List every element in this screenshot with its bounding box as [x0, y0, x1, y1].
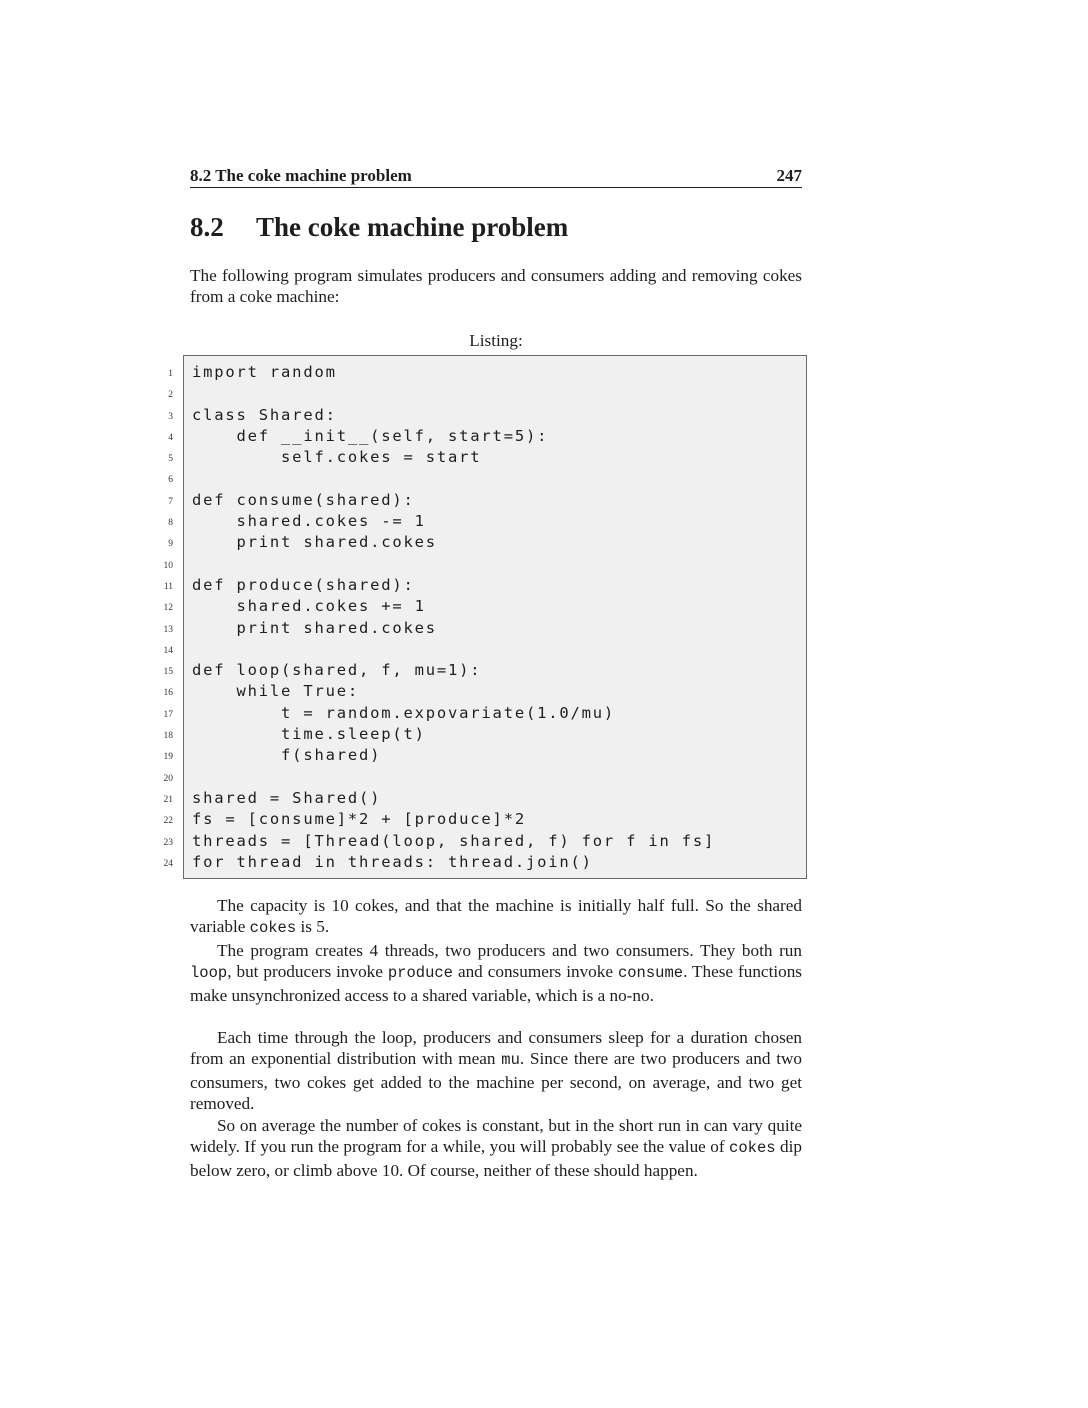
section-title: The coke machine problem — [256, 212, 569, 242]
text-run: So on average the number of cokes is constant, but in the short run in can vary quite widely. If you run the program for a while, you will probably see the value of — [190, 1116, 802, 1157]
text-run: is 5. — [296, 917, 330, 937]
paragraph-capacity — [190, 895, 802, 940]
section-number: 8.2 — [190, 212, 224, 242]
section-heading — [190, 212, 568, 243]
code-line: fs = [consume]*2 + [produce]*2 — [192, 810, 526, 829]
line-number: 17 — [163, 709, 173, 720]
line-number: 9 — [168, 539, 173, 550]
inline-code: loop — [190, 964, 228, 983]
paragraph-average — [190, 1115, 802, 1181]
line-number: 11 — [163, 581, 173, 592]
code-line: threads = [Thread(loop, shared, f) for f in fs] — [192, 831, 716, 850]
code-line: import random — [192, 363, 337, 381]
line-number: 10 — [163, 560, 173, 571]
code-line — [192, 554, 715, 575]
code-line — [192, 767, 715, 788]
running-header-title: 8.2 The coke machine problem — [190, 166, 412, 185]
text-run: . Since there are two producers and two consumers, two cokes get added to the machine per second, on average, and two get removed. — [190, 1049, 802, 1113]
code-line: def loop(shared, f, mu=1): — [192, 661, 482, 680]
line-number: 3 — [168, 411, 173, 422]
paragraph-threads — [190, 940, 802, 1006]
code-line — [192, 468, 715, 489]
inline-code: produce — [387, 964, 453, 983]
code-line: shared.cokes -= 1 — [192, 512, 426, 531]
paragraph-sleep — [190, 1027, 802, 1114]
text-run: . These functions make unsynchronized access to a shared variable, which is a no-no. — [190, 962, 802, 1005]
code-line: for thread in threads: thread.join() — [192, 852, 593, 871]
text-run: , but producers invoke — [227, 962, 388, 982]
line-number: 6 — [168, 475, 173, 486]
code-line: shared.cokes += 1 — [192, 597, 426, 616]
line-number: 2 — [168, 390, 173, 401]
inline-code: cokes — [249, 919, 297, 938]
line-number: 15 — [163, 667, 173, 678]
code-line: def consume(shared): — [192, 490, 415, 509]
text-run: The capacity is 10 cokes, and that the machine is initially half full. So the shared variable — [190, 896, 802, 937]
text-run: and consumers invoke — [453, 962, 618, 982]
line-number: 16 — [163, 688, 173, 699]
text-run: Each time through the loop, producers and consumers sleep for a duration chosen from an exponential distribution with mean — [190, 1028, 802, 1069]
line-number: 21 — [163, 794, 173, 805]
code-line: f(shared) — [192, 746, 382, 765]
running-header — [190, 165, 802, 188]
intro-paragraph: The following program simulates producers and consumers adding and removing cokes from a coke machine: — [190, 266, 802, 307]
line-number: 8 — [168, 518, 173, 529]
code-line: def __init__(self, start=5): — [192, 426, 549, 445]
code-line: print shared.cokes — [192, 533, 437, 552]
line-number: 19 — [163, 752, 173, 763]
line-number: 24 — [163, 858, 173, 869]
code-listing — [192, 362, 715, 873]
code-line: class Shared: — [192, 405, 337, 424]
code-line: print shared.cokes — [192, 618, 437, 637]
code-line: shared = Shared() — [192, 788, 382, 807]
inline-code: cokes — [729, 1139, 776, 1158]
line-number: 4 — [168, 432, 173, 443]
code-line: t = random.expovariate(1.0/mu) — [192, 703, 616, 722]
inline-code: mu — [501, 1051, 520, 1070]
line-number: 22 — [163, 816, 173, 827]
code-line — [192, 639, 715, 660]
line-number: 12 — [163, 603, 173, 614]
code-line: time.sleep(t) — [192, 725, 426, 744]
line-number: 20 — [163, 773, 173, 784]
line-number: 13 — [163, 624, 173, 635]
code-line: self.cokes = start — [192, 448, 482, 467]
line-number: 23 — [163, 837, 173, 848]
inline-code: consume — [617, 964, 684, 983]
line-number: 1 — [168, 369, 173, 379]
line-number: 18 — [163, 731, 173, 742]
code-line: while True: — [192, 682, 359, 701]
text-run: dip below zero, or climb above 10. Of course, neither of these should happen. — [190, 1137, 802, 1180]
code-line — [192, 383, 715, 404]
line-number: 14 — [163, 645, 173, 656]
page-number: 247 — [776, 166, 802, 185]
listing-caption: Listing: — [469, 331, 523, 350]
line-number-gutter — [155, 362, 173, 873]
line-number: 5 — [168, 454, 173, 465]
line-number: 7 — [168, 496, 173, 507]
code-line: def produce(shared): — [192, 575, 415, 594]
text-run: The program creates 4 threads, two producers and two consumers. They both run — [217, 941, 802, 960]
